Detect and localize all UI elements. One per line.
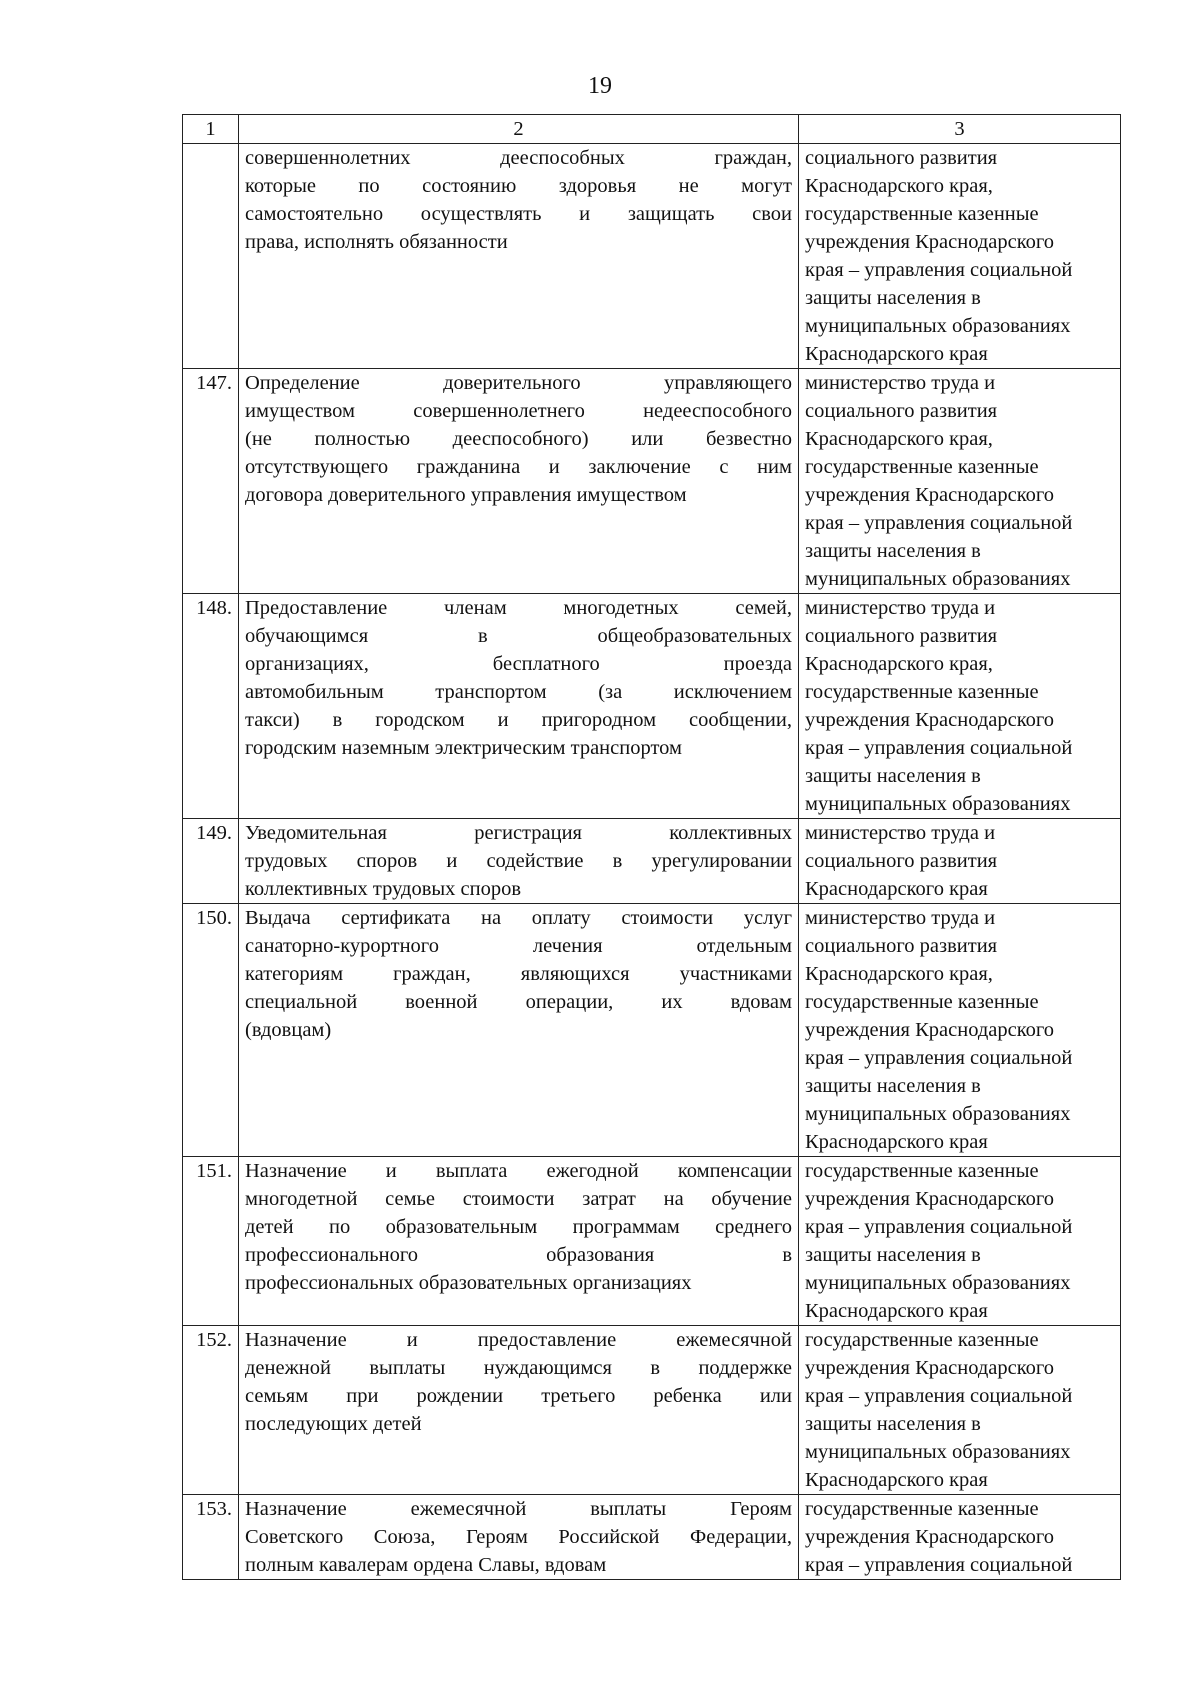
authority-line: министерство труда и bbox=[805, 907, 996, 929]
description-line: самостоятельно осуществлять и защищать свои bbox=[245, 203, 792, 225]
authority-line: края – управления социальной bbox=[805, 737, 1073, 759]
description-line: автомобильным транспортом (за исключением bbox=[245, 681, 792, 703]
authority-line: учреждения Краснодарского bbox=[805, 1019, 1055, 1041]
table-row bbox=[183, 1495, 1121, 1580]
authority-line: учреждения Краснодарского bbox=[805, 484, 1055, 506]
responsible-authority bbox=[799, 819, 1121, 904]
description-line: Назначение и выплата ежегодной компенсации bbox=[245, 1160, 792, 1182]
description-line: категориям граждан, являющихся участниками bbox=[245, 963, 792, 985]
authority-line: министерство труда и bbox=[805, 822, 996, 844]
authority-line: учреждения Краснодарского bbox=[805, 1188, 1055, 1210]
row-number: 150. bbox=[183, 904, 239, 1157]
table-row bbox=[183, 144, 1121, 369]
description-line: Предоставление членам многодетных семей, bbox=[245, 597, 792, 619]
description-line: Советского Союза, Героям Российской Федерации, bbox=[245, 1526, 792, 1548]
service-description bbox=[239, 594, 799, 819]
header-cell-authority: 3 bbox=[799, 115, 1121, 144]
description-line: профессиональных образовательных организациях bbox=[245, 1272, 692, 1294]
authority-line: защиты населения в bbox=[805, 1075, 981, 1097]
responsible-authority bbox=[799, 1495, 1121, 1580]
authority-line: защиты населения в bbox=[805, 287, 981, 309]
authority-line: социального развития bbox=[805, 147, 998, 169]
authority-line: учреждения Краснодарского bbox=[805, 231, 1055, 253]
authority-line: Краснодарского края bbox=[805, 1300, 988, 1322]
authority-line: Краснодарского края bbox=[805, 1469, 988, 1491]
header-cell-service: 2 bbox=[239, 115, 799, 144]
description-line: которые по состоянию здоровья не могут bbox=[245, 175, 792, 197]
authority-line: государственные казенные bbox=[805, 1329, 1039, 1351]
description-line: полным кавалерам ордена Славы, вдовам bbox=[245, 1554, 607, 1576]
table-header bbox=[183, 115, 1121, 144]
table-row bbox=[183, 1157, 1121, 1326]
responsible-authority bbox=[799, 1326, 1121, 1495]
table-row bbox=[183, 819, 1121, 904]
row-number: 149. bbox=[183, 819, 239, 904]
authority-line: Краснодарского края bbox=[805, 1131, 988, 1153]
page-number: 19 bbox=[588, 73, 612, 99]
authority-line: Краснодарского края bbox=[805, 343, 988, 365]
description-line: договора доверительного управления имуществом bbox=[245, 484, 687, 506]
authority-line: государственные казенные bbox=[805, 681, 1039, 703]
service-description bbox=[239, 144, 799, 369]
authority-line: муниципальных образованиях bbox=[805, 568, 1071, 590]
authority-line: государственные казенные bbox=[805, 456, 1039, 478]
authority-line: министерство труда и bbox=[805, 597, 996, 619]
responsible-authority bbox=[799, 594, 1121, 819]
authority-line: муниципальных образованиях bbox=[805, 1103, 1071, 1125]
authority-line: Краснодарского края bbox=[805, 878, 988, 900]
description-line: отсутствующего гражданина и заключение с ним bbox=[245, 456, 792, 478]
row-number: 151. bbox=[183, 1157, 239, 1326]
service-description bbox=[239, 1157, 799, 1326]
authority-line: государственные казенные bbox=[805, 1160, 1039, 1182]
authority-line: края – управления социальной bbox=[805, 1554, 1073, 1576]
description-line: Назначение ежемесячной выплаты Героям bbox=[245, 1498, 792, 1520]
description-line: специальной военной операции, их вдовам bbox=[245, 991, 792, 1013]
table-row bbox=[183, 1326, 1121, 1495]
description-line: Уведомительная регистрация коллективных bbox=[245, 822, 792, 844]
authority-line: социального развития bbox=[805, 400, 998, 422]
authority-line: социального развития bbox=[805, 935, 998, 957]
authority-line: учреждения Краснодарского bbox=[805, 1357, 1055, 1379]
description-line: (вдовцам) bbox=[245, 1019, 332, 1041]
authority-line: защиты населения в bbox=[805, 1244, 981, 1266]
description-line: права, исполнять обязанности bbox=[245, 231, 508, 253]
service-description bbox=[239, 904, 799, 1157]
description-line: Назначение и предоставление ежемесячной bbox=[245, 1329, 792, 1351]
authority-line: края – управления социальной bbox=[805, 1047, 1073, 1069]
authority-line: государственные казенные bbox=[805, 991, 1039, 1013]
row-number: 152. bbox=[183, 1326, 239, 1495]
authority-line: учреждения Краснодарского bbox=[805, 1526, 1055, 1548]
description-line: обучающимся в общеобразовательных bbox=[245, 625, 792, 647]
description-line: городским наземным электрическим транспортом bbox=[245, 737, 682, 759]
table-row bbox=[183, 369, 1121, 594]
authority-line: защиты населения в bbox=[805, 540, 981, 562]
description-line: последующих детей bbox=[245, 1413, 422, 1435]
description-line: санаторно-курортного лечения отдельным bbox=[245, 935, 792, 957]
authority-line: муниципальных образованиях bbox=[805, 315, 1071, 337]
description-line: семьям при рождении третьего ребенка или bbox=[245, 1385, 792, 1407]
description-line: денежной выплаты нуждающимся в поддержке bbox=[245, 1357, 792, 1379]
responsible-authority bbox=[799, 369, 1121, 594]
row-number: 153. bbox=[183, 1495, 239, 1580]
authority-line: края – управления социальной bbox=[805, 259, 1073, 281]
responsible-authority bbox=[799, 904, 1121, 1157]
service-description bbox=[239, 1326, 799, 1495]
authority-line: государственные казенные bbox=[805, 203, 1039, 225]
description-line: (не полностью дееспособного) или безвестно bbox=[245, 428, 792, 450]
authority-line: Краснодарского края, bbox=[805, 653, 993, 675]
responsible-authority bbox=[799, 1157, 1121, 1326]
description-line: совершеннолетних дееспособных граждан, bbox=[245, 147, 792, 169]
authority-line: учреждения Краснодарского bbox=[805, 709, 1055, 731]
header-row bbox=[183, 115, 1121, 144]
description-line: Определение доверительного управляющего bbox=[245, 372, 792, 394]
authority-line: защиты населения в bbox=[805, 1413, 981, 1435]
description-line: имуществом совершеннолетнего недееспособного bbox=[245, 400, 792, 422]
services-table bbox=[182, 114, 1121, 1580]
service-description bbox=[239, 1495, 799, 1580]
description-line: детей по образовательным программам среднего bbox=[245, 1216, 792, 1238]
authority-line: министерство труда и bbox=[805, 372, 996, 394]
description-line: профессионального образования в bbox=[245, 1244, 792, 1266]
authority-line: Краснодарского края, bbox=[805, 963, 993, 985]
service-description bbox=[239, 819, 799, 904]
authority-line: защиты населения в bbox=[805, 765, 981, 787]
description-line: организациях, бесплатного проезда bbox=[245, 653, 792, 675]
authority-line: социального развития bbox=[805, 625, 998, 647]
authority-line: муниципальных образованиях bbox=[805, 1272, 1071, 1294]
row-number: 147. bbox=[183, 369, 239, 594]
table-row bbox=[183, 594, 1121, 819]
description-line: Выдача сертификата на оплату стоимости услуг bbox=[245, 907, 792, 929]
description-line: трудовых споров и содействие в урегулировании bbox=[245, 850, 792, 872]
authority-line: Краснодарского края, bbox=[805, 175, 993, 197]
header-cell-number: 1 bbox=[183, 115, 239, 144]
description-line: такси) в городском и пригородном сообщении, bbox=[245, 709, 792, 731]
description-line: коллективных трудовых споров bbox=[245, 878, 522, 900]
responsible-authority bbox=[799, 144, 1121, 369]
service-description bbox=[239, 369, 799, 594]
authority-line: муниципальных образованиях bbox=[805, 793, 1071, 815]
row-number bbox=[183, 144, 239, 369]
authority-line: государственные казенные bbox=[805, 1498, 1039, 1520]
authority-line: Краснодарского края, bbox=[805, 428, 993, 450]
description-line: многодетной семье стоимости затрат на обучение bbox=[245, 1188, 792, 1210]
table-body bbox=[183, 144, 1121, 1580]
authority-line: края – управления социальной bbox=[805, 1216, 1073, 1238]
authority-line: края – управления социальной bbox=[805, 512, 1073, 534]
authority-line: края – управления социальной bbox=[805, 1385, 1073, 1407]
row-number: 148. bbox=[183, 594, 239, 819]
table-row bbox=[183, 904, 1121, 1157]
authority-line: социального развития bbox=[805, 850, 998, 872]
authority-line: муниципальных образованиях bbox=[805, 1441, 1071, 1463]
